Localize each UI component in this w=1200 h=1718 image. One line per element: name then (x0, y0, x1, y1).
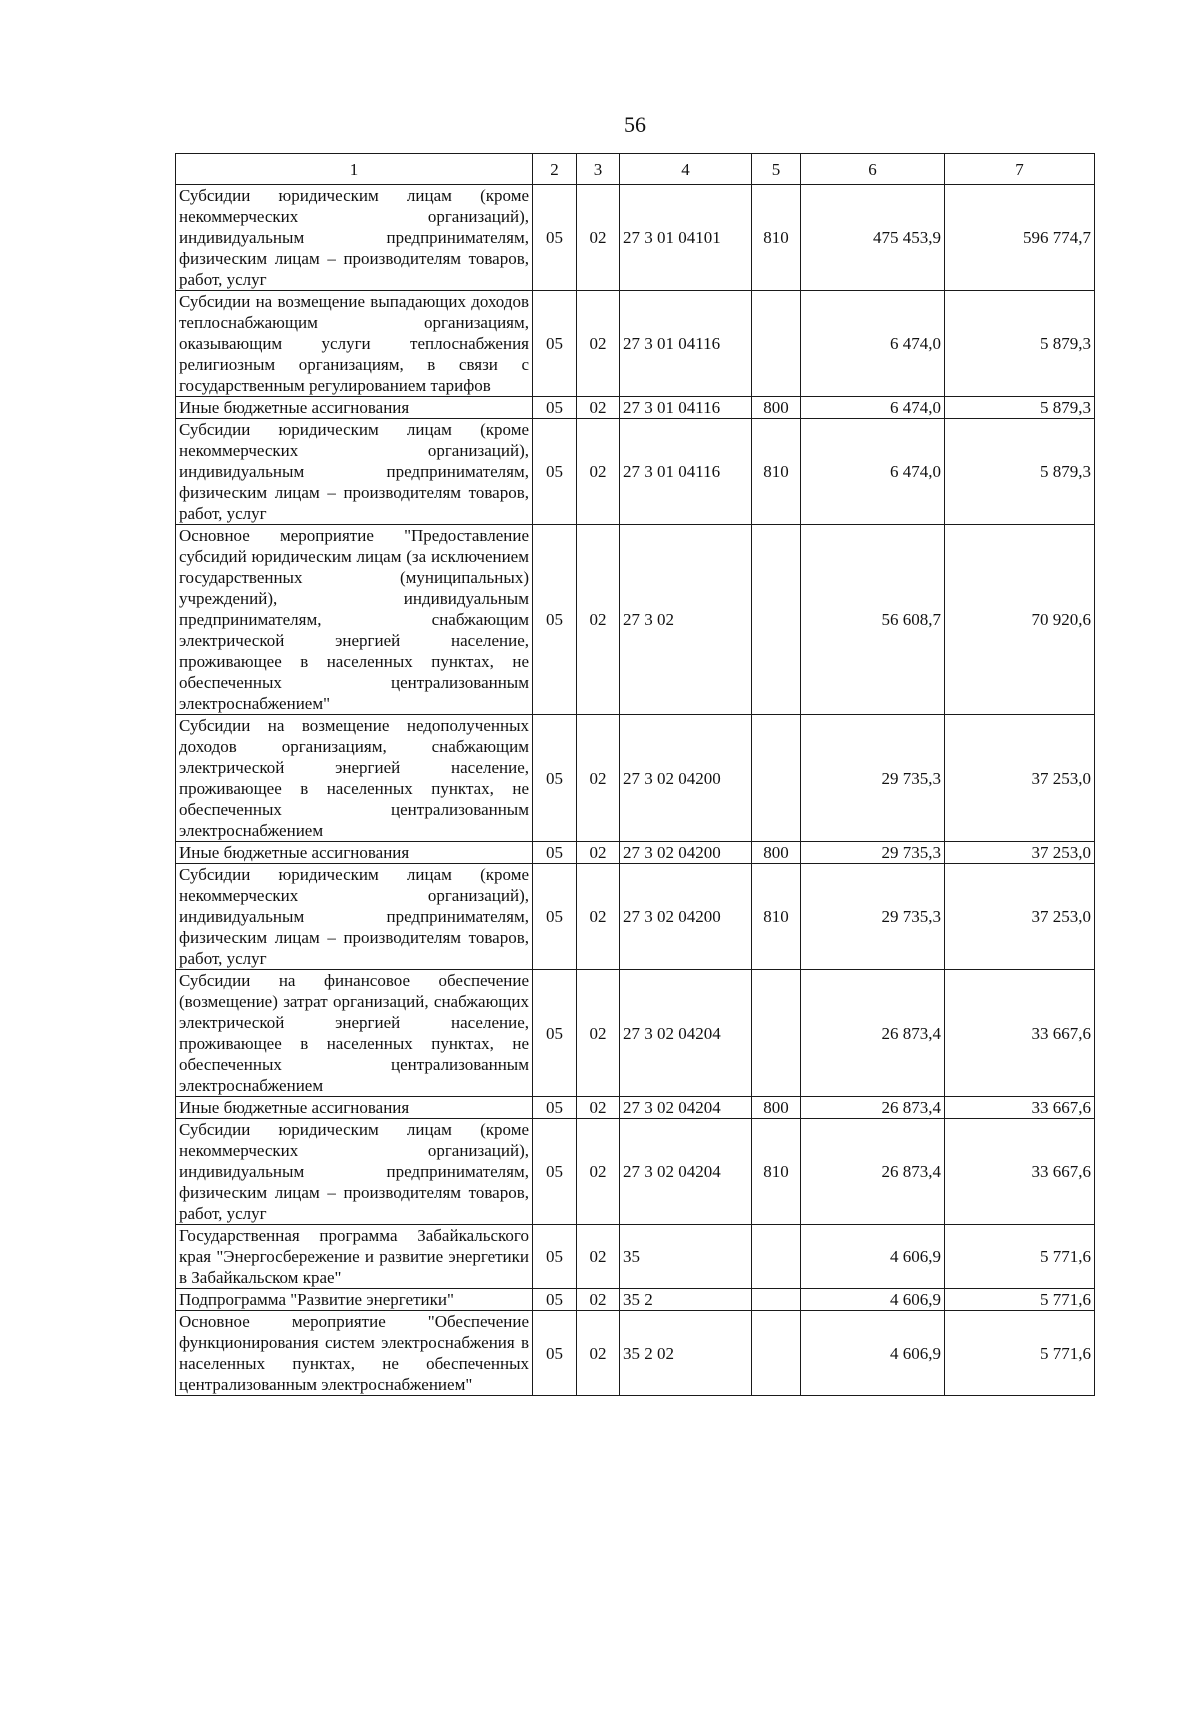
table-row (176, 419, 1095, 525)
row-amount-2: 596 774,7 (945, 185, 1095, 291)
row-subsection: 02 (577, 1311, 620, 1396)
row-name: Субсидии на возмещение недополученных доходов организациям, снабжающим электрической энергией население, проживающее в населенных пунктах, не обеспеченных централизованным электроснабжением (176, 715, 533, 842)
row-amount-1: 29 735,3 (801, 864, 945, 970)
row-amount-1: 26 873,4 (801, 1097, 945, 1119)
row-amount-1: 6 474,0 (801, 291, 945, 397)
row-subsection: 02 (577, 842, 620, 864)
header-col-5: 5 (752, 154, 801, 185)
row-target-code: 27 3 02 04200 (620, 842, 752, 864)
row-expense-type (752, 525, 801, 715)
header-col-1: 1 (176, 154, 533, 185)
row-amount-1: 56 608,7 (801, 525, 945, 715)
row-target-code: 27 3 02 (620, 525, 752, 715)
row-name: Основное мероприятие "Предоставление субсидий юридическим лицам (за исключением государственных (муниципальных) учреждений), индивидуальным предпринимателям, снабжающим электрической энергией население, проживающее в населенных пунктах, не обеспеченных централизованным электроснабжением" (176, 525, 533, 715)
page-number: 56 (624, 112, 646, 137)
row-expense-type (752, 291, 801, 397)
table-row (176, 1289, 1095, 1311)
row-expense-type: 810 (752, 1119, 801, 1225)
header-col-2: 2 (533, 154, 577, 185)
table-row (176, 397, 1095, 419)
table-row (176, 842, 1095, 864)
row-name: Субсидии юридическим лицам (кроме некоммерческих организаций), индивидуальным предпринимателям, физическим лицам – производителям товаров, работ, услуг (176, 1119, 533, 1225)
row-subsection: 02 (577, 185, 620, 291)
row-name: Субсидии юридическим лицам (кроме некоммерческих организаций), индивидуальным предпринимателям, физическим лицам – производителям товаров, работ, услуг (176, 185, 533, 291)
row-amount-2: 33 667,6 (945, 970, 1095, 1097)
row-target-code: 27 3 01 04116 (620, 419, 752, 525)
row-target-code: 27 3 02 04200 (620, 715, 752, 842)
row-target-code: 27 3 01 04116 (620, 291, 752, 397)
row-name: Основное мероприятие "Обеспечение функционирования систем электроснабжения в населенных пунктах, не обеспеченных централизованным электроснабжением" (176, 1311, 533, 1396)
row-amount-1: 4 606,9 (801, 1225, 945, 1289)
row-amount-1: 475 453,9 (801, 185, 945, 291)
header-col-6: 6 (801, 154, 945, 185)
row-expense-type: 810 (752, 419, 801, 525)
table-row (176, 864, 1095, 970)
row-amount-2: 5 771,6 (945, 1225, 1095, 1289)
row-amount-2: 5 879,3 (945, 291, 1095, 397)
row-amount-1: 26 873,4 (801, 970, 945, 1097)
row-expense-type: 800 (752, 842, 801, 864)
row-section: 05 (533, 185, 577, 291)
row-expense-type: 810 (752, 185, 801, 291)
table-row (176, 185, 1095, 291)
row-name: Иные бюджетные ассигнования (176, 842, 533, 864)
row-target-code: 35 (620, 1225, 752, 1289)
row-expense-type (752, 1289, 801, 1311)
row-expense-type (752, 715, 801, 842)
row-name: Субсидии юридическим лицам (кроме некоммерческих организаций), индивидуальным предпринимателям, физическим лицам – производителям товаров, работ, услуг (176, 419, 533, 525)
row-amount-2: 37 253,0 (945, 864, 1095, 970)
row-subsection: 02 (577, 291, 620, 397)
row-amount-2: 5 771,6 (945, 1289, 1095, 1311)
table-row (176, 1119, 1095, 1225)
row-section: 05 (533, 1311, 577, 1396)
row-subsection: 02 (577, 1097, 620, 1119)
header-col-3: 3 (577, 154, 620, 185)
row-amount-1: 4 606,9 (801, 1311, 945, 1396)
row-amount-2: 33 667,6 (945, 1119, 1095, 1225)
row-expense-type (752, 1225, 801, 1289)
row-section: 05 (533, 1225, 577, 1289)
row-name: Субсидии на возмещение выпадающих доходов теплоснабжающим организациям, оказывающим услуги теплоснабжения религиозным организациям, в связи с государственным регулированием тарифов (176, 291, 533, 397)
row-subsection: 02 (577, 970, 620, 1097)
row-expense-type (752, 1311, 801, 1396)
row-section: 05 (533, 419, 577, 525)
row-subsection: 02 (577, 1289, 620, 1311)
row-amount-1: 4 606,9 (801, 1289, 945, 1311)
row-amount-1: 6 474,0 (801, 419, 945, 525)
row-target-code: 27 3 01 04116 (620, 397, 752, 419)
row-expense-type (752, 970, 801, 1097)
row-amount-1: 26 873,4 (801, 1119, 945, 1225)
table-row (176, 1097, 1095, 1119)
row-amount-2: 37 253,0 (945, 715, 1095, 842)
header-row (176, 154, 1095, 185)
header-col-7: 7 (945, 154, 1095, 185)
row-target-code: 27 3 02 04204 (620, 1119, 752, 1225)
row-section: 05 (533, 525, 577, 715)
row-amount-2: 33 667,6 (945, 1097, 1095, 1119)
row-expense-type: 810 (752, 864, 801, 970)
row-target-code: 35 2 02 (620, 1311, 752, 1396)
row-subsection: 02 (577, 1119, 620, 1225)
row-section: 05 (533, 1119, 577, 1225)
row-target-code: 27 3 02 04204 (620, 1097, 752, 1119)
row-section: 05 (533, 715, 577, 842)
row-name: Субсидии юридическим лицам (кроме некоммерческих организаций), индивидуальным предпринимателям, физическим лицам – производителям товаров, работ, услуг (176, 864, 533, 970)
table-row (176, 291, 1095, 397)
row-amount-1: 6 474,0 (801, 397, 945, 419)
row-amount-2: 70 920,6 (945, 525, 1095, 715)
row-expense-type: 800 (752, 1097, 801, 1119)
row-amount-2: 37 253,0 (945, 842, 1095, 864)
row-section: 05 (533, 1289, 577, 1311)
row-section: 05 (533, 291, 577, 397)
row-section: 05 (533, 397, 577, 419)
row-expense-type: 800 (752, 397, 801, 419)
table-row (176, 1225, 1095, 1289)
row-section: 05 (533, 1097, 577, 1119)
row-subsection: 02 (577, 397, 620, 419)
table-row (176, 970, 1095, 1097)
row-amount-1: 29 735,3 (801, 842, 945, 864)
budget-table (175, 153, 1095, 1396)
row-name: Иные бюджетные ассигнования (176, 1097, 533, 1119)
table-row (176, 1311, 1095, 1396)
row-target-code: 27 3 01 04101 (620, 185, 752, 291)
row-name: Иные бюджетные ассигнования (176, 397, 533, 419)
row-subsection: 02 (577, 864, 620, 970)
row-section: 05 (533, 970, 577, 1097)
header-col-4: 4 (620, 154, 752, 185)
row-amount-2: 5 879,3 (945, 419, 1095, 525)
row-amount-2: 5 771,6 (945, 1311, 1095, 1396)
row-subsection: 02 (577, 715, 620, 842)
row-amount-1: 29 735,3 (801, 715, 945, 842)
row-subsection: 02 (577, 1225, 620, 1289)
row-target-code: 27 3 02 04200 (620, 864, 752, 970)
row-section: 05 (533, 864, 577, 970)
row-name: Субсидии на финансовое обеспечение (возмещение) затрат организаций, снабжающих электрической энергией население, проживающее в населенных пунктах, не обеспеченных централизованным электроснабжением (176, 970, 533, 1097)
row-amount-2: 5 879,3 (945, 397, 1095, 419)
row-section: 05 (533, 842, 577, 864)
row-subsection: 02 (577, 525, 620, 715)
row-subsection: 02 (577, 419, 620, 525)
table-row (176, 715, 1095, 842)
table-row (176, 525, 1095, 715)
row-target-code: 35 2 (620, 1289, 752, 1311)
row-name: Подпрограмма "Развитие энергетики" (176, 1289, 533, 1311)
row-target-code: 27 3 02 04204 (620, 970, 752, 1097)
row-name: Государственная программа Забайкальского края "Энергосбережение и развитие энергетики в Забайкальском крае" (176, 1225, 533, 1289)
